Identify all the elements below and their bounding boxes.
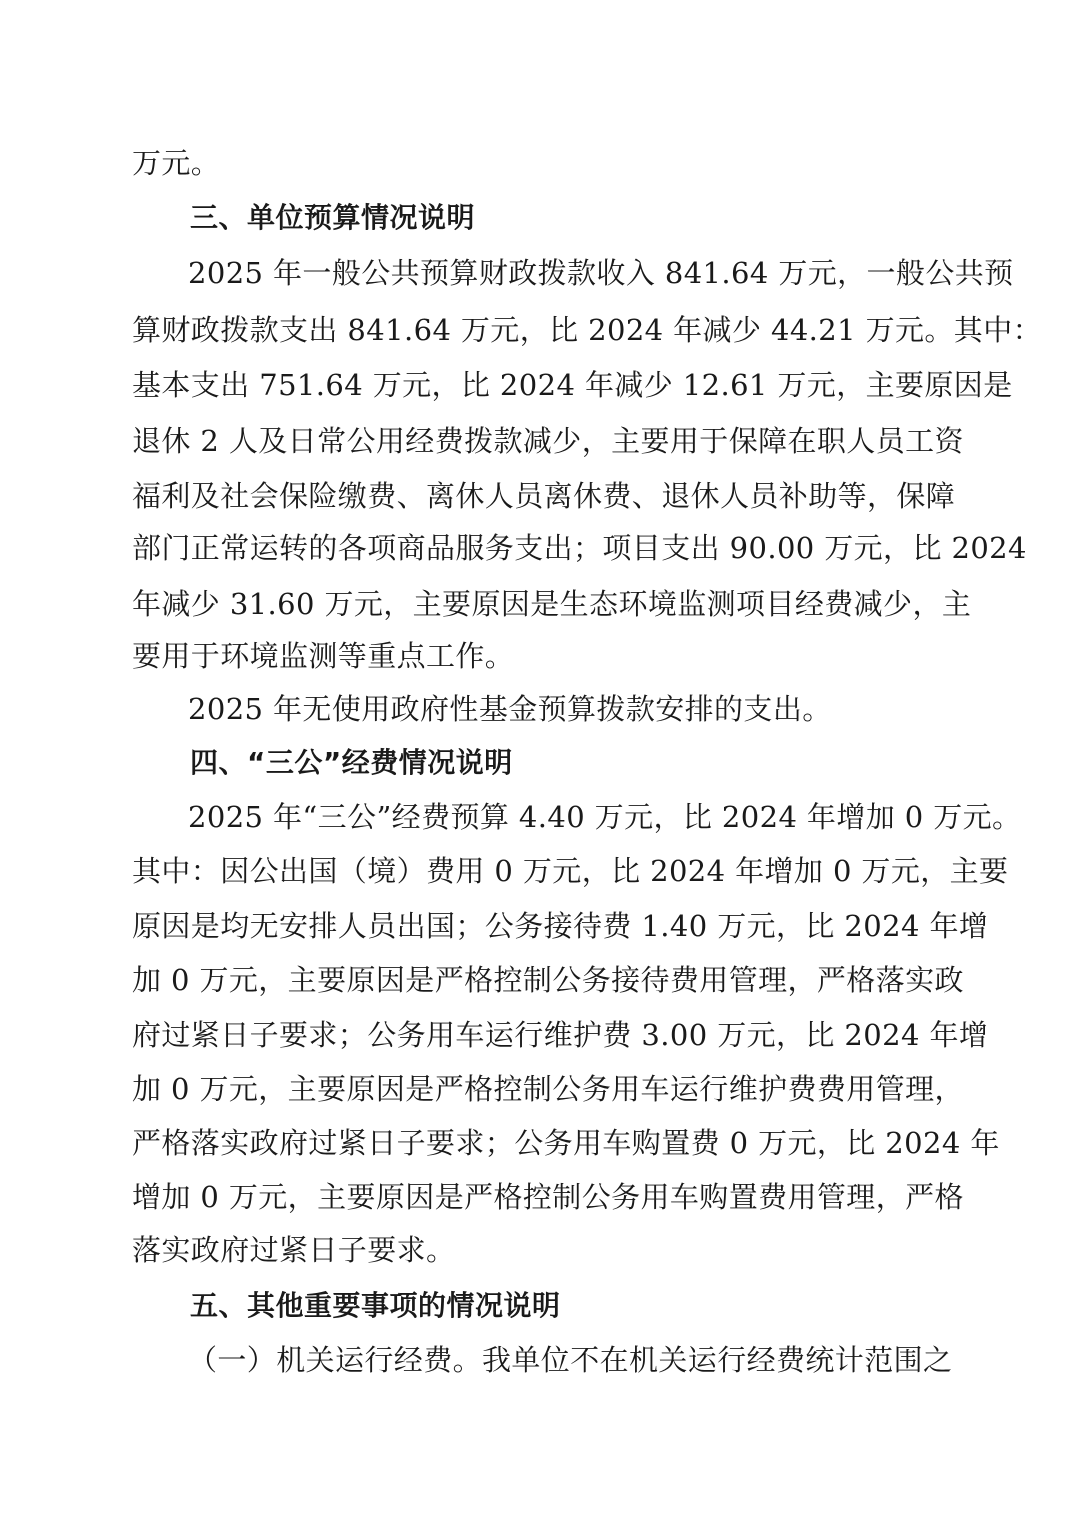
paragraph-line: 部门正常运转的各项商品服务支出；项目支出 90.00 万元，比 2024 xyxy=(132,531,1027,565)
paragraph-line: 2025 年无使用政府性基金预算拨款安排的支出。 xyxy=(188,692,832,726)
paragraph-line: 加 0 万元，主要原因是严格控制公务接待费用管理，严格落实政 xyxy=(132,963,964,997)
paragraph-line: 要用于环境监测等重点工作。 xyxy=(132,639,515,673)
paragraph-line: （一）机关运行经费。我单位不在机关运行经费统计范围之 xyxy=(188,1343,953,1377)
paragraph-line: 年减少 31.60 万元，主要原因是生态环境监测项目经费减少，主 xyxy=(132,587,972,621)
section-heading-4: 四、“三公”经费情况说明 xyxy=(190,746,513,779)
section-heading-3: 三、单位预算情况说明 xyxy=(190,201,476,234)
paragraph-line: 2025 年一般公共预算财政拨款收入 841.64 万元，一般公共预 xyxy=(188,256,1014,290)
paragraph-line: 府过紧日子要求；公务用车运行维护费 3.00 万元，比 2024 年增 xyxy=(132,1018,989,1052)
paragraph-line: 原因是均无安排人员出国；公务接待费 1.40 万元，比 2024 年增 xyxy=(132,909,989,943)
paragraph-line: 2025 年“三公”经费预算 4.40 万元，比 2024 年增加 0 万元。 xyxy=(188,800,1022,834)
paragraph-line: 落实政府过紧日子要求。 xyxy=(132,1233,456,1267)
paragraph-line: 退休 2 人及日常公用经费拨款减少，主要用于保障在职人员工资 xyxy=(132,424,964,458)
section-heading-5: 五、其他重要事项的情况说明 xyxy=(190,1289,561,1322)
paragraph-line: 其中：因公出国（境）费用 0 万元，比 2024 年增加 0 万元，主要 xyxy=(132,854,1009,888)
paragraph-line: 基本支出 751.64 万元，比 2024 年减少 12.61 万元，主要原因是 xyxy=(132,368,1013,402)
paragraph-line: 严格落实政府过紧日子要求；公务用车购置费 0 万元，比 2024 年 xyxy=(132,1126,1000,1160)
paragraph-line: 增加 0 万元，主要原因是严格控制公务用车购置费用管理，严格 xyxy=(132,1180,964,1214)
paragraph-line: 福利及社会保险缴费、离休人员离休费、退休人员补助等，保障 xyxy=(132,479,956,513)
paragraph-line: 加 0 万元，主要原因是严格控制公务用车运行维护费费用管理， xyxy=(132,1072,964,1106)
paragraph-line: 算财政拨款支出 841.64 万元，比 2024 年减少 44.21 万元。其中： xyxy=(132,313,1043,347)
paragraph-line: 万元。 xyxy=(132,146,221,180)
